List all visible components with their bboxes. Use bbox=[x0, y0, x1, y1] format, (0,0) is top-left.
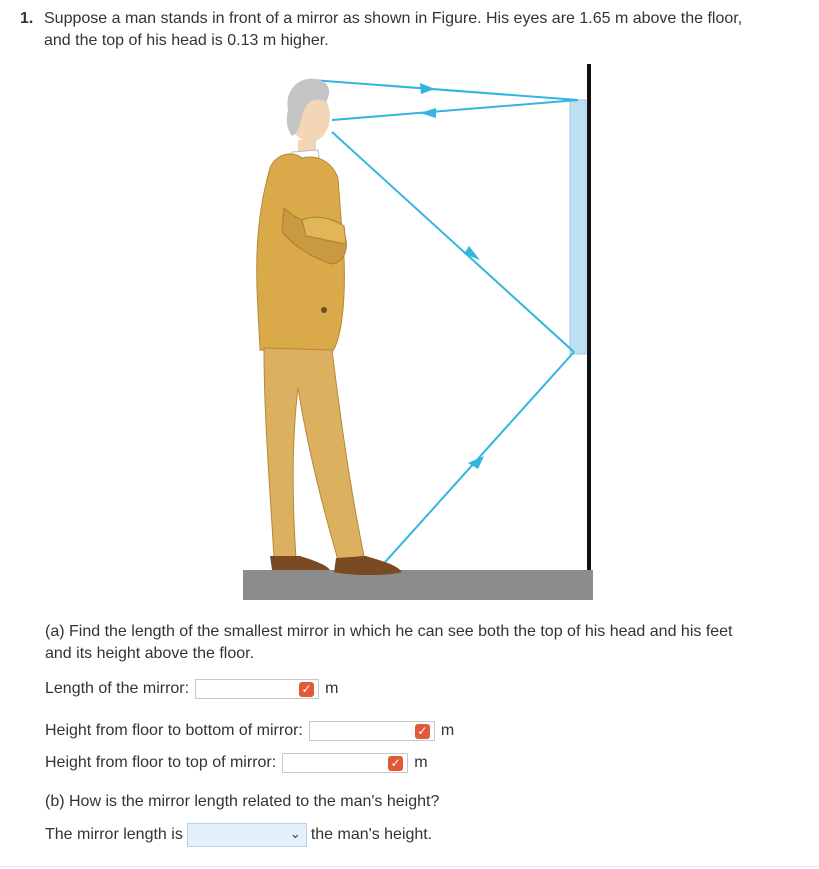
top-unit: m bbox=[414, 754, 428, 771]
top-label: Height from floor to top of mirror: bbox=[45, 754, 277, 771]
top-input[interactable] bbox=[282, 753, 408, 773]
question-line-1: Suppose a man stands in front of a mirror as shown in Figure. His eyes are 1.65 m above the floor, bbox=[44, 10, 743, 27]
check-error-icon: ✓ bbox=[388, 756, 403, 771]
mirror-figure bbox=[240, 58, 600, 603]
part-b-prompt bbox=[45, 790, 439, 814]
length-unit: m bbox=[325, 680, 339, 697]
divider bbox=[0, 866, 819, 867]
question-text bbox=[20, 8, 800, 52]
part-a-prompt bbox=[45, 621, 785, 665]
bottom-input[interactable] bbox=[309, 721, 435, 741]
part-a-line-1: (a) Find the length of the smallest mirror in which he can see both the top of his head and his feet bbox=[45, 623, 733, 640]
check-error-icon: ✓ bbox=[299, 682, 314, 697]
bottom-unit: m bbox=[440, 722, 455, 739]
part-b-prefix: The mirror length is bbox=[45, 826, 183, 843]
ray-arrows bbox=[420, 83, 484, 469]
part-b-answer-row bbox=[45, 823, 432, 847]
check-error-icon: ✓ bbox=[415, 724, 430, 739]
man-illustration bbox=[257, 79, 402, 575]
length-label: Length of the mirror: bbox=[45, 680, 190, 697]
length-row bbox=[45, 677, 338, 701]
chevron-down-icon: ⌄ bbox=[289, 826, 301, 841]
bottom-label: Height from floor to bottom of mirror: bbox=[45, 722, 303, 739]
top-row bbox=[45, 751, 428, 775]
bottom-row bbox=[45, 719, 454, 743]
part-a-line-2: and its height above the floor. bbox=[45, 645, 255, 662]
question-number: 1. bbox=[20, 10, 34, 27]
part-b-text: (b) How is the mirror length related to the man's height? bbox=[45, 793, 440, 810]
floor bbox=[243, 570, 593, 600]
wall bbox=[587, 64, 591, 570]
mirror bbox=[570, 100, 586, 354]
question-line-2: and the top of his head is 0.13 m higher. bbox=[44, 32, 329, 49]
relation-select[interactable] bbox=[187, 823, 307, 847]
part-b-suffix: the man's height. bbox=[310, 826, 433, 843]
length-input[interactable] bbox=[195, 679, 319, 699]
